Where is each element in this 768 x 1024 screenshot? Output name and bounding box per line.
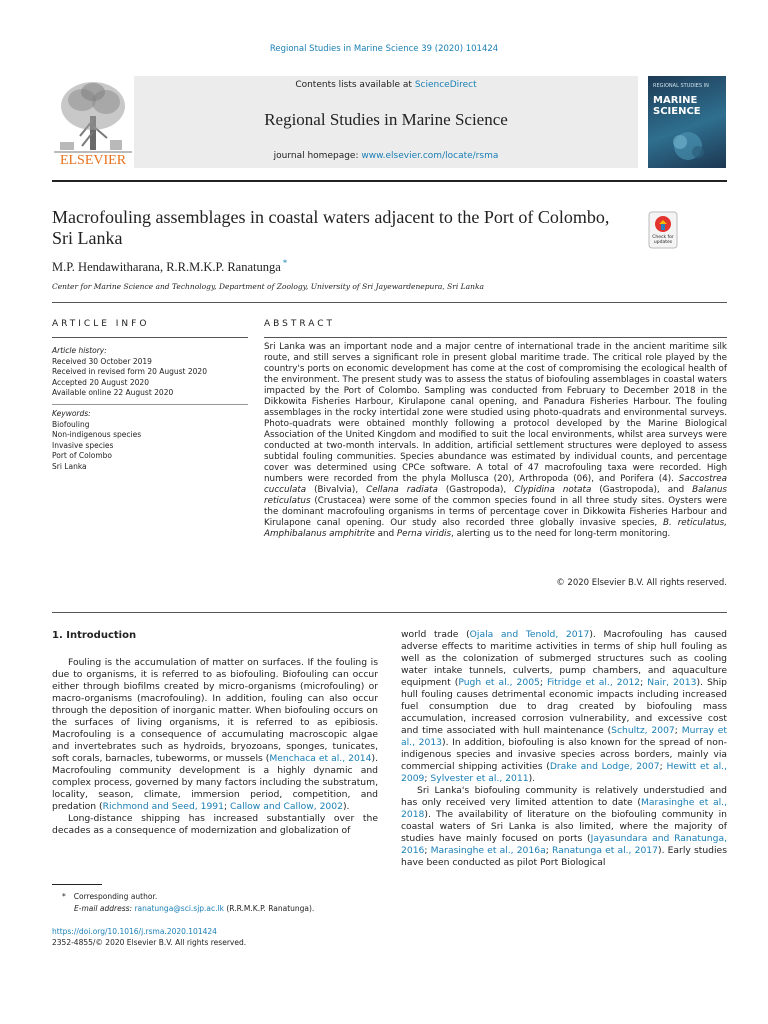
abstract-text: (Gastropoda), and: [591, 485, 693, 495]
keyword-item: Non-indigenous species: [52, 430, 142, 440]
corresponding-author-mark[interactable]: *: [282, 258, 288, 268]
section-heading-introduction: 1. Introduction: [52, 630, 137, 641]
body-text: ;: [674, 725, 682, 736]
citation-link[interactable]: Drake and Lodge, 2007: [549, 761, 660, 772]
citation-link[interactable]: Callow and Callow, 2002: [230, 801, 343, 812]
citation-link[interactable]: Ranatunga et al., 2017: [551, 845, 658, 856]
citation-link[interactable]: Schultz, 2007: [611, 725, 675, 736]
body-text: ;: [545, 845, 552, 856]
author-list: [52, 258, 287, 275]
journal-homepage-link[interactable]: www.elsevier.com/locate/rsma: [361, 151, 499, 161]
journal-name: Regional Studies in Marine Science: [264, 110, 508, 129]
body-text: ).: [342, 801, 350, 812]
email-suffix: (R.R.M.K.P. Ranatunga).: [223, 904, 315, 913]
keywords: [52, 409, 248, 473]
abstract-text: (Crustacea) were some of the common species found in all three study sites. Oysters were the dominant macrofouling organisms in terms of percentage cover in Dikkowita Fisheries Harbour and Kirulapone canal opening. Our study also recorded three globally invasive species,: [264, 496, 727, 528]
article-info-rule: [52, 337, 248, 338]
body-text: ;: [424, 845, 431, 856]
body-text: ;: [659, 761, 667, 772]
journal-reference-link[interactable]: Regional Studies in Marine Science 39 (2020) 101424: [269, 44, 499, 54]
footnote-mark: *: [62, 892, 66, 901]
history-item: Received in revised form 20 August 2020: [52, 367, 207, 377]
abstract-text: (Bivalvia),: [306, 485, 367, 495]
abstract-bottom-rule: [52, 612, 727, 613]
body-text: Sri Lanka's biofouling community is relatively understudied and has only received very limited attention to date (: [401, 785, 727, 808]
history-item: Accepted 20 August 2020: [52, 377, 149, 387]
citation-link[interactable]: Richmond and Seed, 1991: [102, 801, 224, 812]
body-text: ). Early studies have been conducted as pilot Port Biological: [401, 845, 727, 868]
affiliation: Center for Marine Science and Technology, Department of Zoology, University of Sri Jayewardenepura, Sri Lanka: [52, 282, 484, 291]
citation-link[interactable]: Sylvester et al., 2011: [430, 773, 529, 784]
paper-title: Macrofouling assemblages in coastal waters adjacent to the Port of Colombo, Sri Lanka: [52, 207, 610, 248]
body-text: ;: [224, 801, 231, 812]
corresponding-label: Corresponding author.: [73, 892, 158, 901]
keyword-item: Port of Colombo: [52, 451, 113, 461]
history-rule: [52, 404, 248, 405]
citation-link[interactable]: Marasinghe et al., 2018: [401, 797, 728, 820]
species-name: Saccostrea cucculata: [264, 474, 727, 495]
abstract-text: (Gastropoda),: [437, 485, 515, 495]
article-info-heading: ARTICLE INFO: [52, 319, 150, 329]
contents-prefix: Contents lists available at: [295, 80, 415, 90]
citation-link[interactable]: Fitridge et al., 2012: [547, 677, 641, 688]
right-column: [401, 629, 727, 869]
email-label: E-mail address:: [74, 904, 133, 913]
species-name: Balanus reticulatus: [264, 485, 727, 506]
paragraph: [401, 785, 727, 869]
citation-link[interactable]: Marasinghe et al., 2016a: [430, 845, 546, 856]
authors-text: M.P. Hendawitharana, R.R.M.K.P. Ranatunga: [52, 260, 281, 275]
sciencedirect-link[interactable]: ScienceDirect: [414, 80, 477, 90]
homepage-prefix: journal homepage:: [273, 151, 362, 161]
journal-cover-image: [648, 76, 726, 168]
doi-block: [52, 926, 246, 948]
cover-art-icon: [658, 124, 718, 164]
species-name: Perna viridis: [396, 529, 452, 539]
article-history: [52, 346, 248, 399]
history-item: Received 30 October 2019: [52, 356, 152, 366]
citation-link[interactable]: Hewitt et al., 2009: [401, 761, 728, 784]
keyword-item: Biofouling: [52, 419, 90, 429]
corresponding-note: [52, 891, 382, 903]
email-note: [52, 903, 382, 915]
citation-link[interactable]: Nair, 2013: [647, 677, 697, 688]
abstract-heading: ABSTRACT: [264, 319, 336, 329]
body-text: ). The availability of literature on the biofouling community in coastal waters of Sri Lanka is also limited, where the majority of studies have mainly focused on ports (: [401, 809, 727, 844]
keyword-item: Sri Lanka: [52, 461, 87, 471]
header-rule: [52, 180, 727, 182]
elsevier-logo: [52, 76, 134, 168]
abstract-rule: [264, 337, 727, 338]
keyword-item: Invasive species: [52, 440, 114, 450]
cover-subtitle: REGIONAL STUDIES IN: [653, 83, 709, 89]
keywords-label: Keywords:: [52, 409, 91, 418]
abstract-body: [264, 342, 727, 540]
check-for-updates-button[interactable]: [648, 211, 678, 249]
footnote-rule: [52, 884, 102, 885]
check-updates-label: Check for updates: [652, 235, 674, 245]
abstract-text: , alerting us to the need for long-term monitoring.: [451, 529, 671, 539]
body-text: ). Macrofouling has caused adverse effects to maritime activities in terms of ship hull fouling as well as the colonization of submerged structures such as cooling water intake tunnels, culverts, pump chambers, and aquaculture equipment (: [401, 629, 727, 688]
affiliation-rule: [52, 302, 727, 303]
body-text: ;: [640, 677, 648, 688]
doi-link[interactable]: https://doi.org/10.1016/j.rsma.2020.101424: [52, 927, 217, 936]
homepage-line: [134, 151, 638, 161]
species-name: B. reticulatus, Amphibalanus amphitrite: [264, 518, 728, 539]
citation-link[interactable]: Menchaca et al., 2014: [269, 753, 372, 764]
history-item: Available online 22 August 2020: [52, 388, 174, 398]
body-text: ;: [539, 677, 548, 688]
body-text: ).: [528, 773, 536, 784]
elsevier-tree-icon: [52, 76, 134, 168]
citation-link[interactable]: Jayasundara and Ranatunga, 2016: [401, 833, 727, 856]
body-text: ;: [424, 773, 431, 784]
footnote: [52, 891, 382, 915]
body-text: world trade (: [401, 629, 470, 640]
paragraph: [401, 629, 727, 785]
citation-link[interactable]: Ojala and Tenold, 2017: [469, 629, 590, 640]
species-name: Cellana radiata: [366, 485, 438, 495]
cover-title: MARINE SCIENCE: [653, 95, 701, 117]
body-text: Fouling is the accumulation of matter on surfaces. If the fouling is due to organisms, it is referred to as biofouling. Biofouling can occur either through biofilms created by micro-organisms (microfouling) or macro-organisms (macrofouling). In addition, fouling can also occur through the deposition of inorganic matter. When biofouling occurs on the surfaces of living organisms, it is referred to as epibiosis. Macrofouling is a consequence of accumulating macroscopic algae and invertebrates such as hydroids, bryozoans, sponges, tunicates, soft corals, barnacles, tubeworms, or mussels (: [52, 657, 378, 764]
body-text: ). Ship hull fouling causes detrimental economic impacts including increased fuel consumption due to drag created by biofouling mass accumulation, increased corrosion vulnerability, and excessive cost and time associated with hull maintenance (: [401, 677, 727, 736]
issn-copyright: 2352-4855/© 2020 Elsevier B.V. All rights reserved.: [52, 938, 247, 947]
email-link[interactable]: ranatunga@sci.sjp.ac.lk: [134, 904, 224, 913]
abstract-text: Sri Lanka was an important node and a major centre of international trade in the ancient maritime silk route, and still serves a significant role in present global maritime trade. The critical role played by the country's ports on economic development has come at the cost of compromising the ecological health of the environment. The present study was to assess the status of biofouling assemblages in coastal waters impacted by the Port of Colombo. Sampling was conducted from February to December 2018 in the Dikkowita Fisheries Harbour, Kirulapone canal opening, and Panadura Fisheries Harbour. The fouling assemblages in the rocky intertidal zone were studied using photo-quadrats and environmental surveys. Photo-quadrats were obtained monthly following a protocol developed by the Marine Biological Association of the United Kingdom and modified to suit the local environments, whilst area surveys were conducted at two-month intervals. In addition, artificial settlement structures were deployed to assess subtidal fouling communities. Species abundance was estimated by individual counts, and percentage cover was determined using CPCe software. A total of 47 macrofouling taxa were recorded. High numbers were recorded from the phyla Mollusca (20), Arthropoda (06), and Porifera (4).: [264, 342, 727, 484]
species-name: Clypidina notata: [514, 485, 592, 495]
body-text: ). Macrofouling community development is a highly dynamic and complex process, governed by many factors including the substratum, locality, season, climate, immersion period, competition, and predation (: [52, 753, 378, 812]
contents-line: [134, 80, 638, 90]
paragraph: [52, 657, 378, 813]
elsevier-wordmark: ELSEVIER: [59, 153, 127, 168]
citation-link[interactable]: Pugh et al., 2005: [458, 677, 540, 688]
history-label: Article history:: [52, 346, 107, 355]
body-text: ). In addition, biofouling is also known for the spread of non-indigenous species and invasive species across borders, mainly via commercial shipping activities (: [401, 737, 727, 772]
abstract-text: and: [374, 529, 397, 539]
citation-link[interactable]: Murray et al., 2013: [401, 725, 727, 748]
left-column: [52, 657, 378, 837]
abstract-copyright: © 2020 Elsevier B.V. All rights reserved.: [556, 578, 727, 588]
paragraph: Long-distance shipping has increased substantially over the decades as a consequence of modernization and globalization of: [52, 813, 378, 836]
